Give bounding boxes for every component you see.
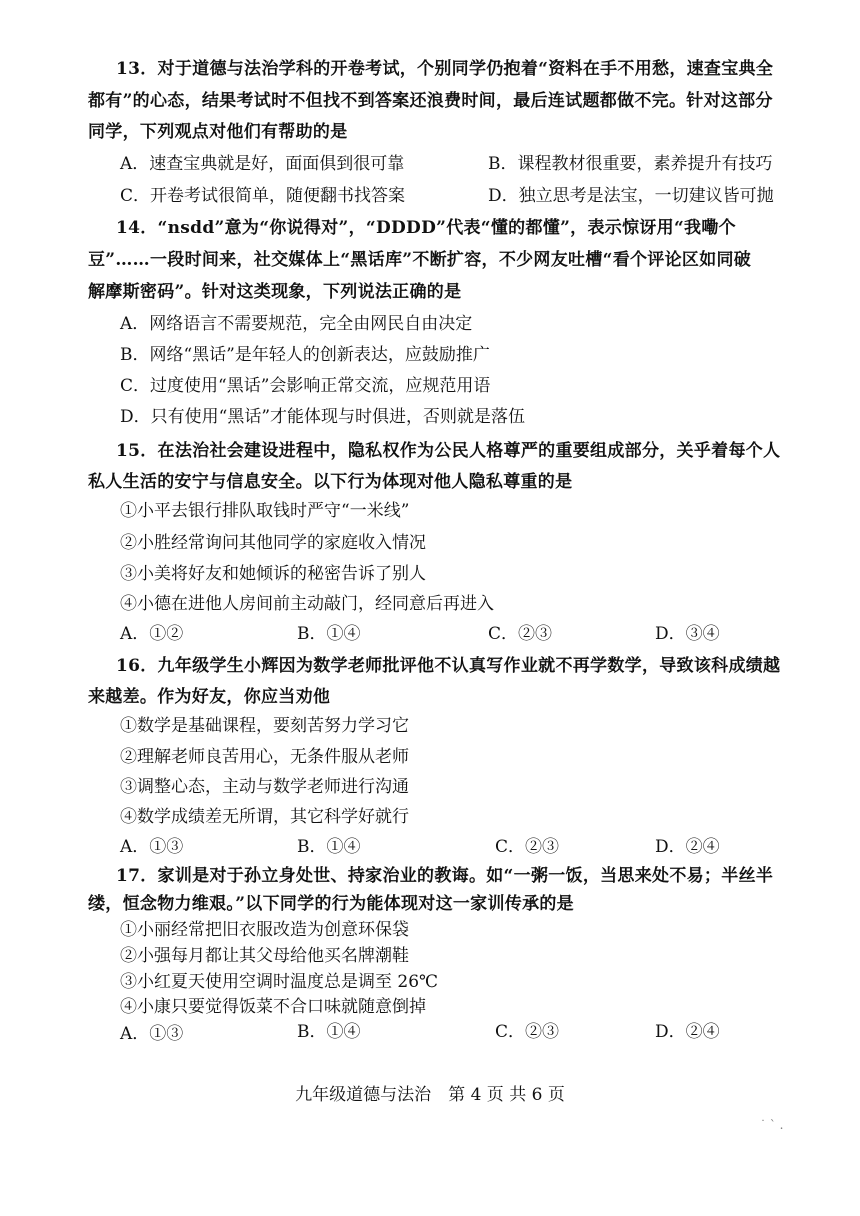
q16-option-b: B．①④ — [297, 837, 361, 857]
q15-option-d: D．③④ — [655, 624, 720, 644]
q17-option-b: B．①④ — [297, 1022, 361, 1042]
q13-option-a: A．速查宝典就是好，面面俱到很可靠 — [120, 154, 405, 174]
q17-stem-line-2: 缕，恒念物力维艰。”以下同学的行为能体现对这一家训传承的是 — [88, 894, 574, 914]
q13-option-b: B．课程教材很重要，素养提升有技巧 — [488, 154, 773, 174]
q16-item-4: ④数学成绩差无所谓，其它科学好就行 — [120, 807, 409, 827]
q14-stem-line-1: 14．“nsdd”意为“你说得对”，“DDDD”代表“懂的都懂”，表示惊讶用“我嘞个 — [116, 218, 736, 238]
q15-item-4: ④小德在进他人房间前主动敲门，经同意后再进入 — [120, 594, 494, 614]
q13-stem-line-1: 13．对于道德与法治学科的开卷考试，个别同学仍抱着“资料在手不用愁，速查宝典全 — [116, 59, 774, 79]
q15-option-b: B．①④ — [297, 624, 361, 644]
q17-stem-line-1: 17．家训是对于孙立身处世、持家治业的教诲。如“一粥一饭，当思来处不易；半丝半 — [116, 866, 774, 886]
q15-stem-line-1: 15．在法治社会建设进程中，隐私权作为公民人格尊严的重要组成部分，关乎着每个人 — [116, 441, 781, 461]
q17-item-4: ④小康只要觉得饭菜不合口味就随意倒掉 — [120, 997, 426, 1017]
q13-option-c: C．开卷考试很简单，随便翻书找答案 — [120, 186, 406, 206]
q15-option-c: C．②③ — [488, 624, 553, 644]
q14-option-a: A．网络语言不需要规范，完全由网民自由决定 — [120, 314, 473, 334]
q13-stem-line-3: 同学，下列观点对他们有帮助的是 — [88, 122, 348, 142]
q17-option-c: C．②③ — [495, 1022, 560, 1042]
q16-stem-line-1: 16．九年级学生小辉因为数学老师批评他不认真写作业就不再学数学，导致该科成绩越 — [116, 656, 781, 676]
q15-option-a: A．①② — [120, 624, 184, 644]
q16-option-d: D．②④ — [655, 837, 720, 857]
q15-item-2: ②小胜经常询问其他同学的家庭收入情况 — [120, 533, 426, 553]
q13-stem-line-2: 都有”的心态，结果考试时不但找不到答案还浪费时间，最后连试题都做不完。针对这部分 — [88, 91, 773, 111]
q17-option-a: A．①③ — [120, 1024, 184, 1044]
q14-stem-line-2: 豆”……一段时间来，社交媒体上“黑话库”不断扩容，不少网友吐槽“看个评论区如同破 — [88, 250, 752, 270]
q16-option-c: C．②③ — [495, 837, 560, 857]
q17-item-1: ①小丽经常把旧衣服改造为创意环保袋 — [120, 920, 409, 940]
scan-speck: ˙ ` . — [760, 1118, 784, 1132]
q16-item-3: ③调整心态，主动与数学老师进行沟通 — [120, 777, 409, 797]
page-footer: 九年级道德与法治 第 4 页 共 6 页 — [295, 1085, 565, 1105]
q14-option-b: B．网络“黑话”是年轻人的创新表达，应鼓励推广 — [120, 345, 490, 365]
q17-item-3: ③小红夏天使用空调时温度总是调至 26℃ — [120, 972, 439, 992]
q14-option-c: C．过度使用“黑话”会影响正常交流，应规范用语 — [120, 376, 491, 396]
q16-option-a: A．①③ — [120, 837, 184, 857]
q15-stem-line-2: 私人生活的安宁与信息安全。以下行为体现对他人隐私尊重的是 — [88, 472, 573, 492]
q14-stem-line-3: 解摩斯密码”。针对这类现象，下列说法正确的是 — [88, 282, 462, 302]
q17-item-2: ②小强每月都让其父母给他买名牌潮鞋 — [120, 946, 409, 966]
q17-option-d: D．②④ — [655, 1022, 720, 1042]
q13-option-d: D．独立思考是法宝，一切建议皆可抛 — [488, 186, 774, 206]
q14-option-d: D．只有使用“黑话”才能体现与时俱进，否则就是落伍 — [120, 407, 526, 427]
q16-item-2: ②理解老师良苦用心，无条件服从老师 — [120, 747, 409, 767]
q16-item-1: ①数学是基础课程，要刻苦努力学习它 — [120, 716, 409, 736]
q15-item-3: ③小美将好友和她倾诉的秘密告诉了别人 — [120, 564, 426, 584]
q16-stem-line-2: 来越差。作为好友，你应当劝他 — [88, 687, 331, 707]
q15-item-1: ①小平去银行排队取钱时严守“一米线” — [120, 501, 410, 521]
